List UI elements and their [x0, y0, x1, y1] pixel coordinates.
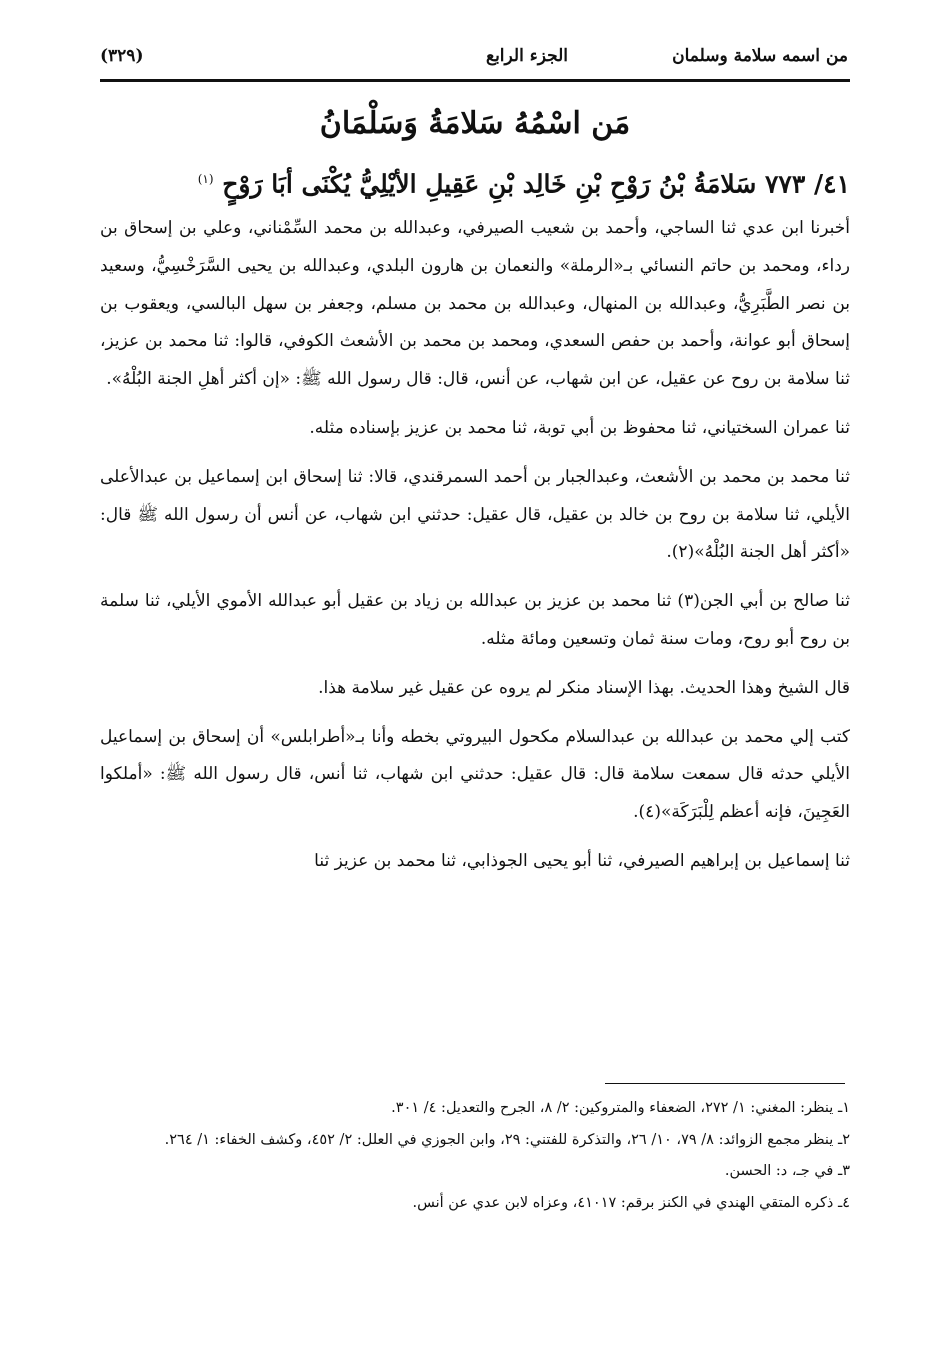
paragraph: ثنا إسماعيل بن إبراهيم الصيرفي، ثنا أبو يحيى الجوذابي، ثنا محمد بن عزيز ثنا	[314, 850, 850, 871]
footnotes	[100, 1094, 850, 1220]
footnote: ١ـ ينظر: المغني: ١/ ٢٧٢، الضعفاء والمتروكين: ٢/ ٨، الجرح والتعديل: ٤/ ٣٠١.	[391, 1100, 850, 1116]
volume-label: الجزء الرابع	[486, 46, 568, 66]
footnote-rule	[605, 1083, 845, 1084]
footnote-ref: (١)	[197, 172, 214, 186]
chapter-title: مَن اسْمُهُ سَلامَةُ وَسَلْمَانُ	[319, 106, 631, 141]
header-rule	[100, 79, 850, 82]
paragraph: ثنا عمران السختياني، ثنا محفوظ بن أبي توبة، ثنا محمد بن عزيز بإسناده مثله.	[309, 417, 850, 438]
running-header	[100, 40, 848, 80]
paragraph: أخبرنا ابن عدي ثنا الساجي، وأحمد بن شعيب الصيرفي، وعبدالله بن محمد السِّمْناني، وعلي بن إسحاق بن رداء، ومحمد بن حاتم النسائي بـ«الرملة» والنعمان بن هارون البلدي، وعبدالله بن يحيى السَّرَخْسِيُّ، وسعيد بن نصر الطَّبَرِيُّ، وعبدالله بن المنهال، وعبدالله بن محمد بن مسلم، وجعفر بن سهل البالسي، ويعقوب بن إسحاق أبو عوانة، وأحمد بن حفص السعدي، ومحمد بن محمد بن الأشعث الكوفي، قالوا: ثنا محمد بن عزيز، ثنا سلامة بن روح عن عقيل، عن ابن شهاب، عن أنس، قال: قال رسول الله ﷺ: «إن أكثر أهلِ الجنة البُلْهُ».	[100, 218, 850, 390]
paragraph: ثنا محمد بن محمد بن الأشعث، وعبدالجبار بن أحمد السمرقندي، قالا: ثنا إسحاق ابن إسماعيل بن عبدالأعلى الأيلي، ثنا سلامة بن روح بن خالد بن عقيل، قال عقيل: حدثني ابن شهاب، عن أنس أن رسول الله ﷺ قال: «أكثر أهل الجنة البُلْهُ»(٢).	[100, 466, 850, 563]
entry-heading-text: ٤١/ ٧٧٣ سَلامَةُ بْنُ رَوْحِ بْنِ خَالِد بْنِ عَقِيلِ الأيْلِيُّ يُكْنَى أبَا رَوْحٍ	[222, 169, 850, 199]
paragraph: ثنا صالح بن أبي الجن(٣) ثنا محمد بن عزيز بن عبدالله بن زياد بن عقيل أبو عبدالله الأموي الأيلي، ثنا سلمة بن روح أبو روح، ومات سنة ثمان وتسعين ومائة مثله.	[100, 591, 850, 649]
body-text	[100, 210, 850, 892]
entry-heading	[140, 154, 850, 204]
footnote: ٣ـ في جـ، د: الحسن.	[724, 1163, 850, 1179]
page-number: (٣٢٩)	[100, 46, 144, 66]
footnote: ٢ـ ينظر مجمع الزوائد: ٨/ ٧٩، ١٠/ ٢٦، والتذكرة للفتني: ٢٩، وابن الجوزي في العلل: ٢/ ٤٥٢، وكشف الخفاء: ١/ ٢٦٤.	[164, 1131, 850, 1148]
section-title: من اسمه سلامة وسلمان	[672, 46, 848, 66]
footnote: ٤ـ ذكره المتقي الهندي في الكنز برقم: ٤١٠١٧، وعزاه لابن عدي عن أنس.	[412, 1194, 850, 1211]
paragraph: كتب إلي محمد بن عبدالله بن عبدالسلام مكحول البيروتي بخطه وأنا بـ«أطرابلس» أن إسحاق بن إسماعيل الأيلي حدثه قال سمعت سلامة قال: قال عقيل: حدثني ابن شهاب، ثنا أنس، قال رسول الله ﷺ: «أملكوا العَجِينَ، فإنه أعظم لِلْبَرَكَة»(٤).	[100, 726, 850, 823]
paragraph: قال الشيخ وهذا الحديث. بهذا الإسناد منكر لم يروه عن عقيل غير سلامة هذا.	[318, 677, 850, 698]
